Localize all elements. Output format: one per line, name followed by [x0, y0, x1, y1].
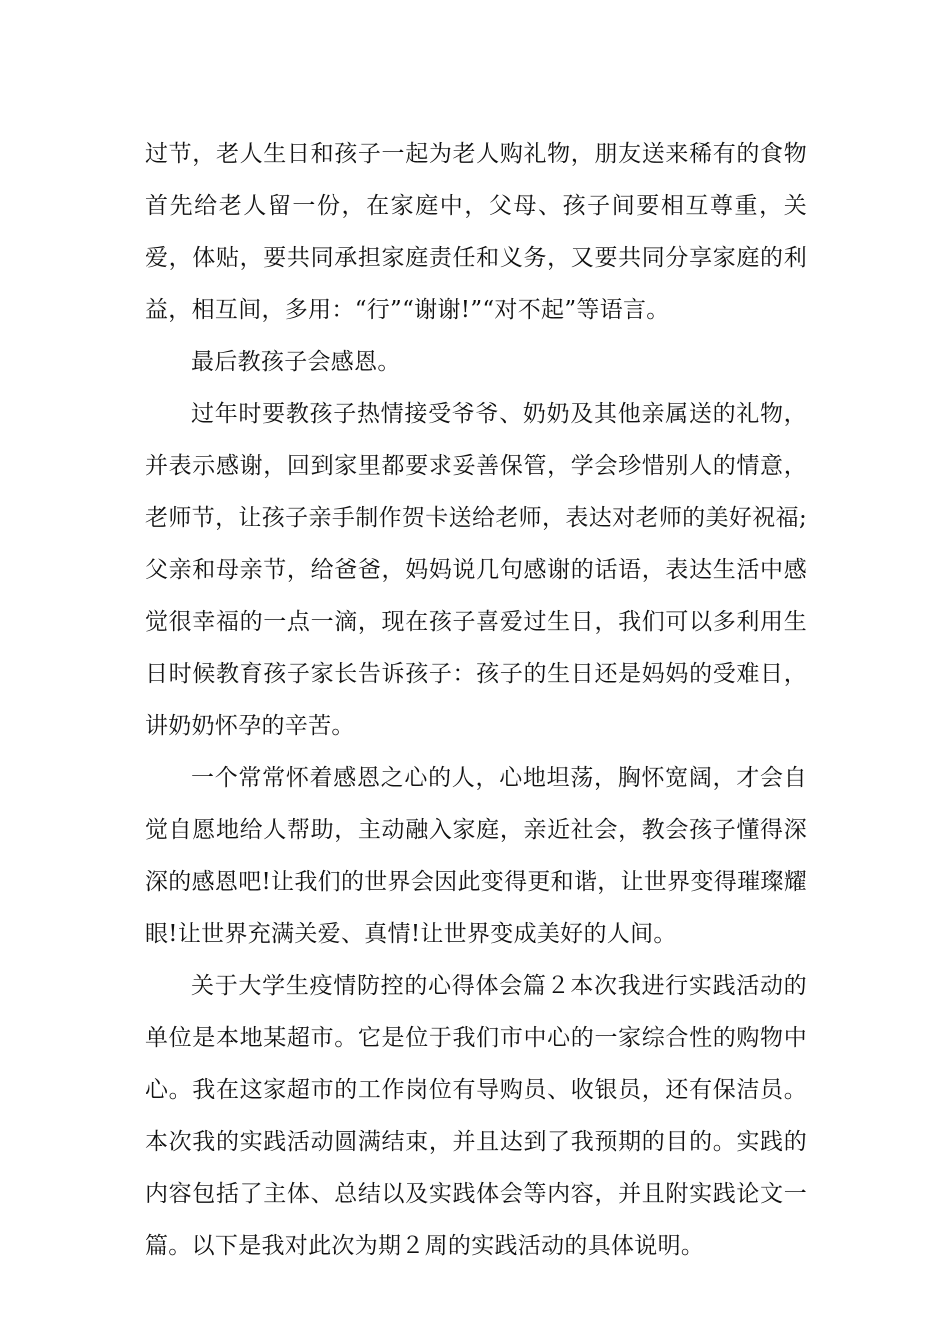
paragraph-thanks-heading: 最后教孩子会感恩。 — [191, 349, 401, 375]
paragraph-gratitude-examples: 过年时要教孩子热情接受爷爷、奶奶及其他亲属送的礼物，并表示感谢，回到家里都要求妥善保管，学会珍惜别人的情意，老师节，让孩子亲手制作贺卡送给老师，表达对老师的美好祝福;父亲和母亲节，给爸爸，妈妈说几句感谢的话语，表达生活中感觉很幸福的一点一滴，现在孩子喜爱过生日，我们可以多利用生日时候教育孩子家长告诉孩子：孩子的生日还是妈妈的受难日，讲奶奶怀孕的辛苦。 — [145, 401, 807, 739]
paragraph-continuation: 过节，老人生日和孩子一起为老人购礼物，朋友送来稀有的食物首先给老人留一份，在家庭中，父母、孩子间要相互尊重，关爱，体贴，要共同承担家庭责任和义务，又要共同分享家庭的利益，相互间，多用：“行”“谢谢!”“对不起”等语言。 — [145, 141, 807, 323]
paragraph-practice-report: 关于大学生疫情防控的心得体会篇２本次我进行实践活动的单位是本地某超市。它是位于我们市中心的一家综合性的购物中心。我在这家超市的工作岗位有导购员、收银员，还有保洁员。本次我的实践活动圆满结束，并且达到了我预期的目的。实践的内容包括了主体、总结以及实践体会等内容，并且附实践论文一篇。以下是我对此次为期２周的实践活动的具体说明。 — [145, 973, 807, 1259]
document-body — [145, 128, 807, 1272]
paragraph-gratitude-conclusion: 一个常常怀着感恩之心的人，心地坦荡，胸怀宽阔，才会自觉自愿地给人帮助，主动融入家庭，亲近社会，教会孩子懂得深深的感恩吧!让我们的世界会因此变得更和谐，让世界变得璀璨耀眼!让世界充满关爱、真情!让世界变成美好的人间。 — [145, 765, 807, 947]
